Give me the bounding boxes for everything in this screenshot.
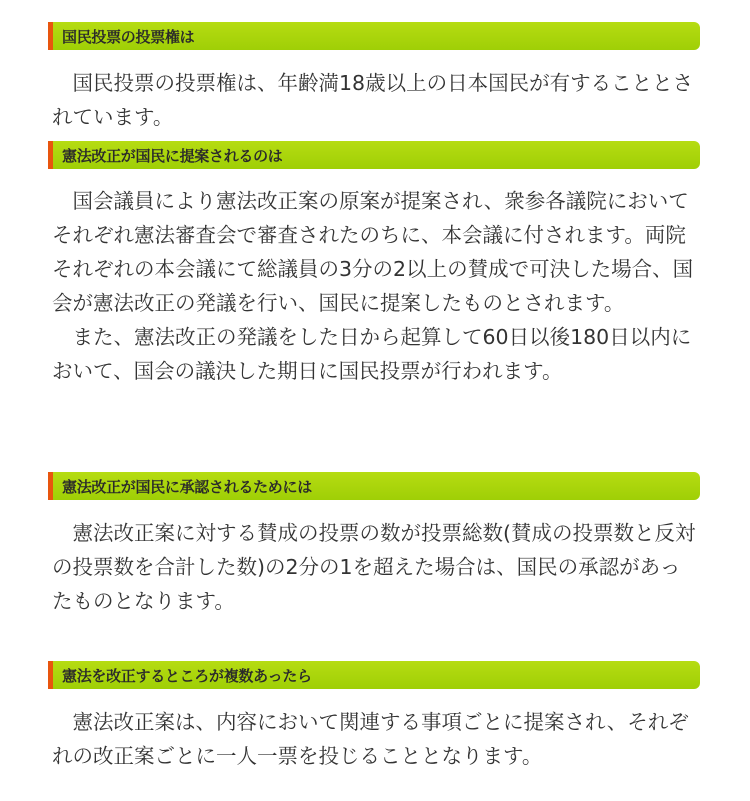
section-approval — [48, 472, 700, 618]
section-title: 憲法を改正するところが複数あったら — [62, 666, 312, 685]
section-multiple-amendments — [48, 661, 700, 773]
section-header — [48, 472, 700, 500]
paragraph: 国民投票の投票権は、年齢満18歳以上の日本国民が有することとされています。 — [52, 71, 694, 129]
section-title: 国民投票の投票権は — [62, 27, 195, 46]
section-body — [48, 66, 700, 134]
section-header — [48, 141, 700, 169]
section-body — [48, 516, 700, 618]
paragraph: 国会議員により憲法改正案の原案が提案され、衆参各議院においてそれぞれ憲法審査会で審査されたのちに、本会議に付されます。両院それぞれの本会議にて総議員の3分の2以上の賛成で可決した場合、国会が憲法改正の発議を行い、国民に提案したものとされます。 — [52, 189, 694, 315]
paragraph: 憲法改正案は、内容において関連する事項ごとに提案され、それぞれの改正案ごとに一人一票を投じることとなります。 — [52, 710, 689, 768]
section-voting-rights — [48, 22, 700, 134]
section-title: 憲法改正が国民に提案されるのは — [62, 146, 283, 165]
section-body — [48, 705, 700, 773]
paragraph: また、憲法改正の発議をした日から起算して60日以後180日以内において、国会の議決した期日に国民投票が行われます。 — [52, 325, 692, 383]
section-header — [48, 661, 700, 689]
section-body — [48, 184, 700, 388]
section-header — [48, 22, 700, 50]
paragraph: 憲法改正案に対する賛成の投票の数が投票総数(賛成の投票数と反対の投票数を合計した数)の2分の1を超えた場合は、国民の承認があったものとなります。 — [52, 521, 696, 613]
section-title: 憲法改正が国民に承認されるためには — [62, 477, 312, 496]
section-proposal — [48, 141, 700, 388]
